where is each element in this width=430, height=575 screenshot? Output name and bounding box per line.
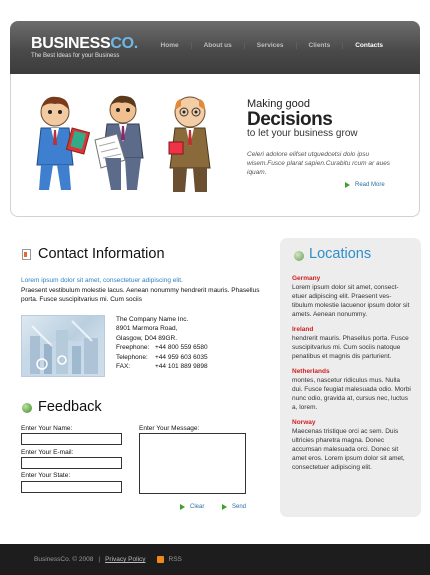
nav-services[interactable]: Services — [244, 42, 296, 49]
logo-part1: BUSINESS — [31, 35, 111, 52]
fax-value: +44 101 889 9898 — [155, 363, 208, 371]
location-name[interactable]: Netherlands — [292, 367, 330, 375]
document-icon — [22, 249, 31, 260]
rss-icon[interactable] — [157, 556, 164, 563]
footer-text — [34, 556, 182, 563]
name-input[interactable] — [21, 433, 122, 445]
email-label: Enter Your E-mail: — [21, 449, 74, 456]
nav-about-us[interactable]: About us — [191, 42, 244, 49]
green-arrow-icon — [222, 504, 227, 510]
location-text: Lorem ipsum dolor sit amet, consect- etuer adipiscing elit. Praesent ves- tibulum molestie lacuenor ipsum dolor sit amets. Aenean nonummy. — [292, 284, 410, 318]
nav-contacts[interactable]: Contacts — [342, 42, 395, 49]
logo[interactable] — [31, 35, 138, 53]
green-arrow-icon — [345, 182, 350, 188]
read-more-link[interactable] — [345, 182, 385, 188]
green-arrow-icon — [180, 504, 185, 510]
site-header — [10, 21, 420, 74]
send-label: Send — [232, 504, 247, 510]
globe-icon — [22, 403, 32, 413]
hero-title-line1: Making good — [247, 98, 310, 110]
address-block — [116, 315, 208, 372]
city-address: Glasgow, D04 89GR. — [116, 334, 178, 342]
company-name: The Company Name Inc. — [116, 316, 189, 323]
clear-label: Clear — [190, 504, 205, 510]
hero-title-line3: to let your business grow — [247, 128, 358, 139]
business-people-illustration — [25, 90, 235, 200]
location-name[interactable]: Ireland — [292, 325, 314, 333]
nav-home[interactable]: Home — [160, 42, 179, 49]
feedback-title: Feedback — [38, 399, 102, 415]
state-label: Enter Your State: — [21, 472, 71, 479]
location-name[interactable]: Germany — [292, 275, 321, 282]
site-footer — [0, 544, 430, 575]
freephone-label: Freephone: — [116, 344, 150, 352]
hero-banner — [10, 74, 420, 217]
location-text: montes, nascetur ridiculus mus. Nulla dui. Fusce feugiat malesuada odio. Morbi nunc odio, gravida at, cursus nec, luctus a, lorem. — [292, 376, 411, 411]
message-textarea[interactable] — [139, 433, 246, 494]
fax-row — [116, 362, 208, 371]
locations-title: Locations — [309, 246, 372, 262]
logo-part2: CO. — [110, 35, 138, 52]
contact-body: Praesent vestibulum molestie lacus. Aenean nonummy hendrerit mauris. Phasellus porta. Fusce suscipitvarius mi. Cum sociis — [21, 287, 260, 304]
office-building-image — [21, 315, 105, 377]
locations-list — [292, 275, 412, 479]
freephone-value: +44 800 559 6580 — [155, 344, 208, 352]
location-text: hendrerit mauris. Phasellus porta. Fusce suscipitvarius mi. Cum sociis natoque penatibus et magnis dis parturient. — [292, 334, 409, 360]
globe-icon — [294, 251, 304, 261]
tagline: The Best Ideas for your Business — [31, 53, 120, 59]
hero-description: Celeri adolore elifset utquedcetsi dolo ipsu wisem.Fusce plarat sapien.Curabitu rcum ar aues iquam. — [247, 151, 391, 176]
send-button[interactable] — [222, 504, 246, 510]
location-name[interactable]: Norway — [292, 418, 316, 426]
telephone-value: +44 959 603 6035 — [155, 353, 208, 361]
contact-title: Contact Information — [38, 246, 165, 262]
fax-label: FAX: — [116, 363, 131, 371]
freephone-row — [116, 343, 208, 352]
state-input[interactable] — [21, 481, 122, 493]
telephone-row — [116, 353, 208, 362]
name-label: Enter Your Name: — [21, 425, 73, 432]
footer-separator: | — [98, 556, 101, 563]
location-text: Maecenas tristique orci ac sem. Duis ultricies pharetra magna. Donec accumsan malesuada orci. Donec sit amet eros. Lorem ipsum dolor sit amet, consectetuer adipiscing elit. — [292, 427, 405, 471]
read-more-label: Read More — [355, 182, 385, 188]
message-label: Enter Your Message: — [139, 425, 200, 432]
email-input[interactable] — [21, 457, 122, 469]
contact-intro: Lorem ipsum dolor sit amet, consectetuer adipiscing elit. — [21, 277, 183, 284]
copyright: BusinessCo. © 2008 — [34, 556, 94, 563]
privacy-policy-link[interactable]: Privacy Policy — [105, 556, 146, 563]
locations-panel — [280, 238, 421, 517]
rss-label[interactable]: RSS — [168, 556, 182, 563]
main-nav — [149, 42, 395, 49]
street-address: 8901 Marmora Road, — [116, 325, 178, 333]
telephone-label: Telephone: — [116, 353, 148, 361]
hero-title-main: Decisions — [247, 109, 333, 130]
nav-clients[interactable]: Clients — [296, 42, 343, 49]
clear-button[interactable] — [180, 504, 204, 510]
